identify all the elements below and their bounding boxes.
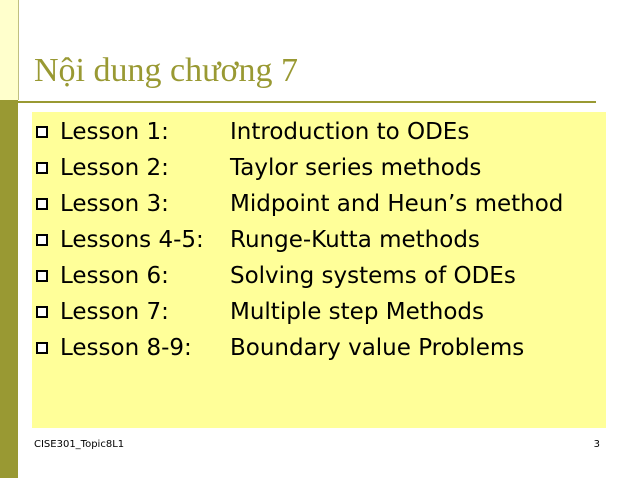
lesson-label: Lesson 1: [60, 119, 169, 145]
lesson-item-5 [36, 258, 616, 294]
lesson-label: Lessons 4-5: [60, 227, 204, 253]
lesson-topic: Boundary value Problems [230, 335, 525, 361]
lesson-list [36, 114, 616, 366]
square-bullet-icon [36, 306, 48, 318]
lesson-label: Lesson 6: [60, 263, 169, 289]
lesson-label: Lesson 8-9: [60, 335, 192, 361]
slide-title: Nội dung chương 7 [34, 52, 298, 89]
lesson-topic: Taylor series methods [230, 155, 482, 181]
square-bullet-icon [36, 234, 48, 246]
page-number: 3 [593, 439, 600, 450]
lesson-topic: Runge-Kutta methods [230, 227, 480, 253]
lesson-label: Lesson 2: [60, 155, 169, 181]
lesson-topic: Multiple step Methods [230, 299, 484, 325]
title-divider [18, 101, 596, 103]
lesson-label: Lesson 7: [60, 299, 169, 325]
square-bullet-icon [36, 342, 48, 354]
square-bullet-icon [36, 270, 48, 282]
square-bullet-icon [36, 162, 48, 174]
lesson-label: Lesson 3: [60, 191, 169, 217]
lesson-item-2 [36, 150, 616, 186]
lesson-topic: Introduction to ODEs [230, 119, 470, 145]
lesson-topic: Midpoint and Heun’s method [230, 191, 564, 217]
lesson-item-3 [36, 186, 616, 222]
lesson-item-6 [36, 294, 616, 330]
square-bullet-icon [36, 198, 48, 210]
square-bullet-icon [36, 126, 48, 138]
lesson-topic: Solving systems of ODEs [230, 263, 516, 289]
lesson-item-1 [36, 114, 616, 150]
left-accent-bar-top [0, 0, 19, 100]
footer-course-code: CISE301_Topic8L1 [34, 439, 125, 450]
lesson-item-7 [36, 330, 616, 366]
lesson-item-4 [36, 222, 616, 258]
